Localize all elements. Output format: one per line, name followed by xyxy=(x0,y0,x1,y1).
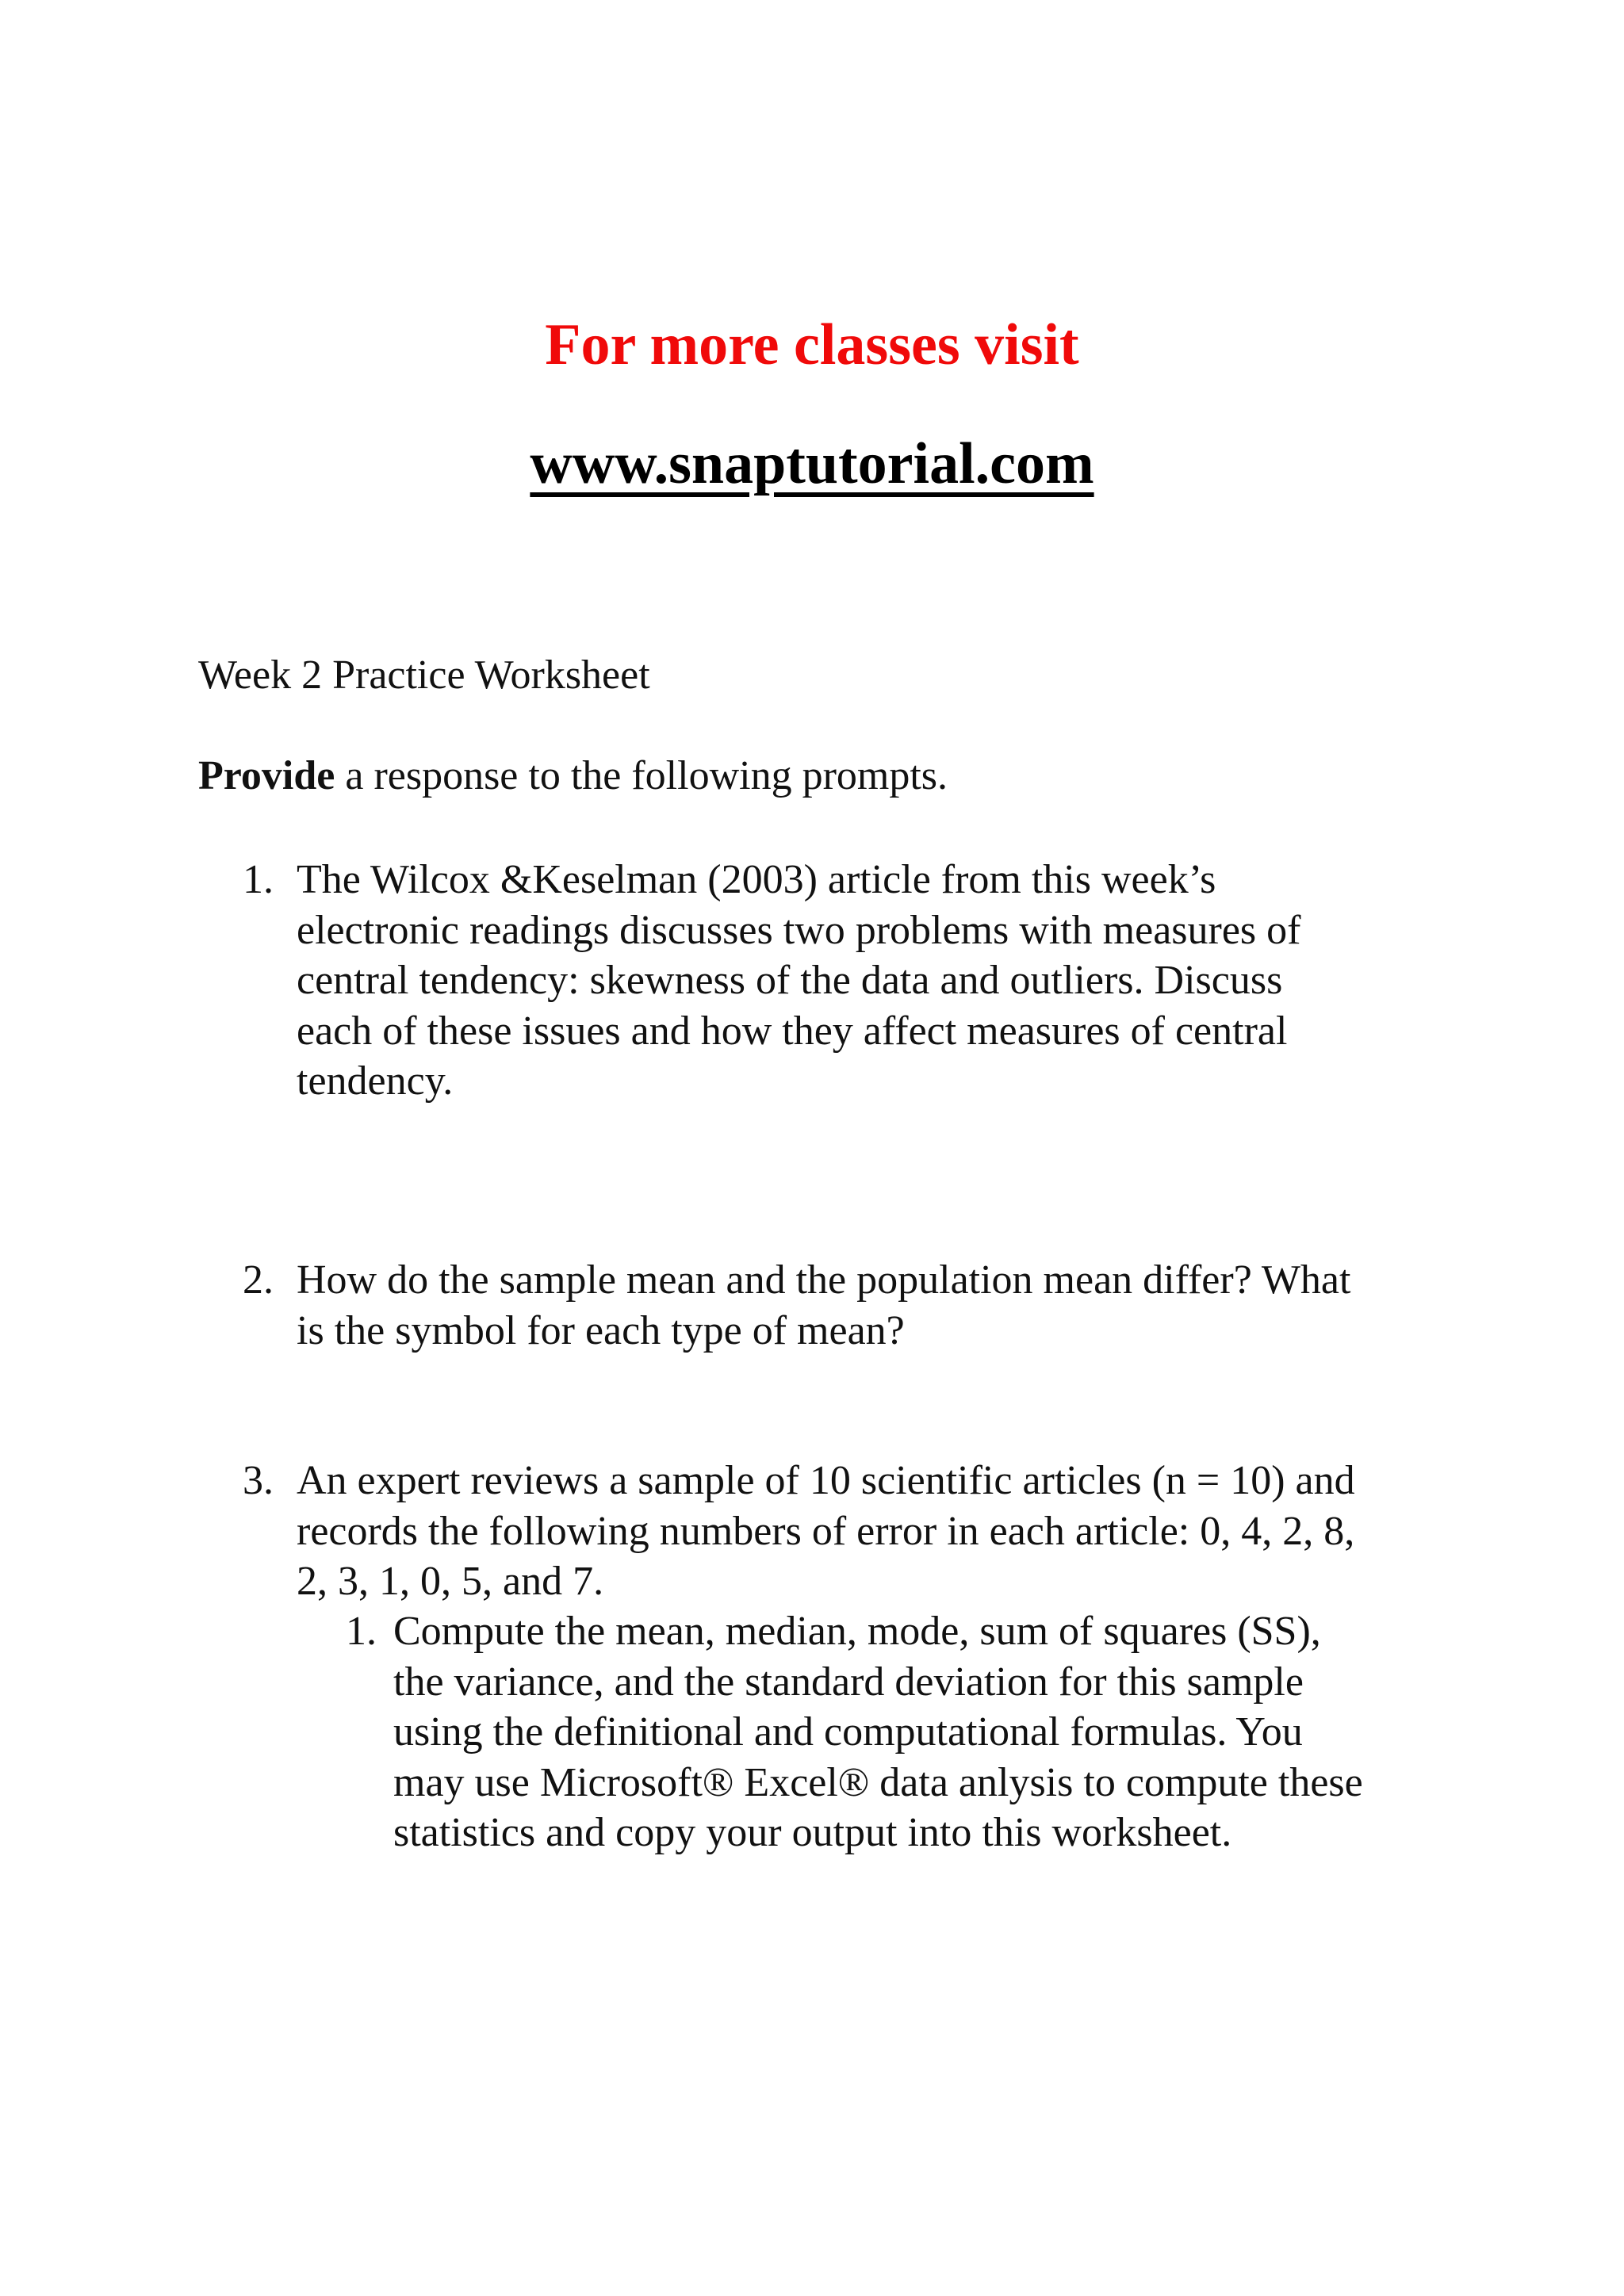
question-number: 3. xyxy=(243,1458,274,1503)
sub-question-text xyxy=(393,1606,1456,1858)
question-number: 1. xyxy=(243,857,274,902)
sub-question-number: 1. xyxy=(346,1609,377,1654)
question-line: tendency. xyxy=(297,1058,454,1104)
question-text xyxy=(297,855,1438,1107)
sub-question-line: Compute the mean, median, mode, sum of squares (SS), xyxy=(393,1609,1321,1654)
sub-question-line: statistics and copy your output into this worksheet. xyxy=(393,1810,1232,1855)
sub-question-line: may use Microsoft® Excel® data anlysis to compute these xyxy=(393,1759,1363,1805)
website-link[interactable]: www.snaptutorial.com xyxy=(530,431,1094,496)
intro-bold-word: Provide xyxy=(198,753,335,798)
question-text xyxy=(297,1456,1438,1607)
sub-question-line: the variance, and the standard deviation for this sample xyxy=(393,1659,1304,1705)
question-line: is the symbol for each type of mean? xyxy=(297,1307,905,1353)
question-line: electronic readings discusses two problems with measures of xyxy=(297,907,1301,953)
sub-question-line: using the definitional and computational formulas. You xyxy=(393,1709,1303,1755)
question-line: each of these issues and how they affect measures of central xyxy=(297,1008,1288,1054)
question-text xyxy=(297,1255,1438,1356)
question-line: 2, 3, 1, 0, 5, and 7. xyxy=(297,1559,604,1604)
question-number: 2. xyxy=(243,1257,274,1303)
question-line: The Wilcox &Keselman (2003) article from this week’s xyxy=(297,857,1216,902)
intro-instruction xyxy=(198,753,948,798)
question-line: records the following numbers of error in each article: 0, 4, 2, 8, xyxy=(297,1508,1355,1554)
question-line: An expert reviews a sample of 10 scientific articles (n = 10) and xyxy=(297,1458,1355,1503)
worksheet-title: Week 2 Practice Worksheet xyxy=(198,652,650,698)
promo-heading: For more classes visit xyxy=(545,312,1079,377)
intro-text: a response to the following prompts. xyxy=(335,753,948,798)
question-line: central tendency: skewness of the data and outliers. Discuss xyxy=(297,958,1283,1003)
question-line: How do the sample mean and the population mean differ? What xyxy=(297,1257,1351,1303)
